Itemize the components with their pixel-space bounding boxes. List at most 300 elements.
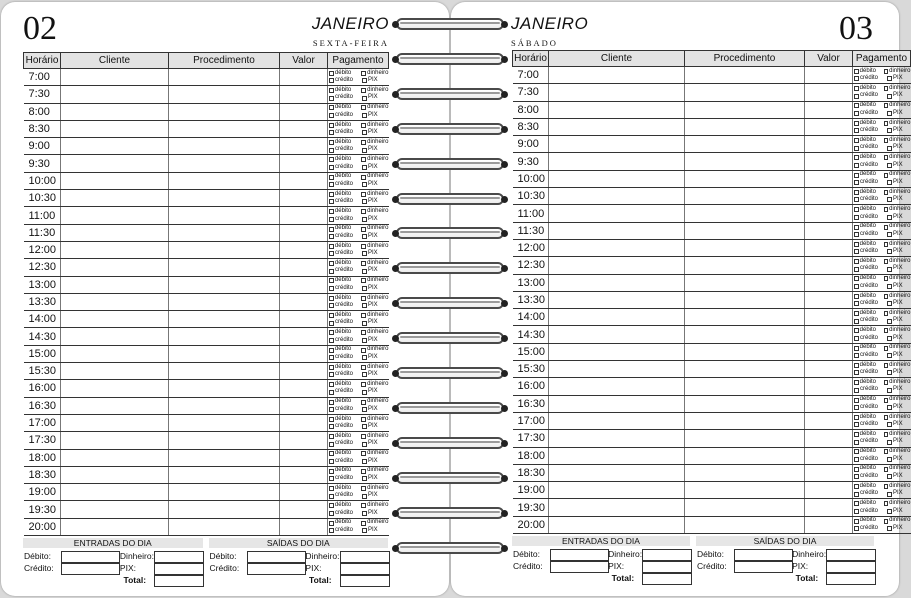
credit-checkbox[interactable] xyxy=(329,303,334,308)
client-cell[interactable] xyxy=(549,291,685,308)
value-cell[interactable] xyxy=(280,380,328,397)
procedure-cell[interactable] xyxy=(169,380,280,397)
cash-checkbox[interactable] xyxy=(361,71,366,76)
cash-checkbox[interactable] xyxy=(884,449,889,454)
procedure-cell[interactable] xyxy=(169,138,280,155)
cash-checkbox[interactable] xyxy=(884,311,889,316)
credit-checkbox[interactable] xyxy=(854,111,859,116)
procedure-cell[interactable] xyxy=(169,293,280,310)
pix-checkbox[interactable] xyxy=(887,163,892,168)
pix-checkbox[interactable] xyxy=(362,511,367,516)
pix-checkbox[interactable] xyxy=(887,336,892,341)
procedure-cell[interactable] xyxy=(169,241,280,258)
value-cell[interactable] xyxy=(280,241,328,258)
procedure-cell[interactable] xyxy=(169,501,280,518)
value-cell[interactable] xyxy=(805,101,853,118)
procedure-cell[interactable] xyxy=(169,311,280,328)
client-cell[interactable] xyxy=(549,205,685,222)
client-cell[interactable] xyxy=(61,69,169,86)
credit-checkbox[interactable] xyxy=(329,459,334,464)
pix-checkbox[interactable] xyxy=(887,76,892,81)
procedure-cell[interactable] xyxy=(685,430,805,447)
procedure-cell[interactable] xyxy=(685,464,805,481)
client-cell[interactable] xyxy=(549,516,685,533)
credit-checkbox[interactable] xyxy=(854,197,859,202)
value-cell[interactable] xyxy=(280,328,328,345)
debit-checkbox[interactable] xyxy=(854,311,859,316)
credit-checkbox[interactable] xyxy=(854,284,859,289)
client-cell[interactable] xyxy=(61,155,169,172)
value-cell[interactable] xyxy=(280,69,328,86)
procedure-cell[interactable] xyxy=(685,412,805,429)
debit-checkbox[interactable] xyxy=(329,209,334,214)
cash-checkbox[interactable] xyxy=(361,313,366,318)
pix-checkbox[interactable] xyxy=(887,405,892,410)
debit-checkbox[interactable] xyxy=(329,244,334,249)
value-cell[interactable] xyxy=(280,518,328,535)
client-cell[interactable] xyxy=(61,484,169,501)
client-cell[interactable] xyxy=(61,259,169,276)
procedure-cell[interactable] xyxy=(685,482,805,499)
value-cell[interactable] xyxy=(280,138,328,155)
debit-checkbox[interactable] xyxy=(329,486,334,491)
debit-checkbox[interactable] xyxy=(854,121,859,126)
debit-checkbox[interactable] xyxy=(329,503,334,508)
value-cell[interactable] xyxy=(280,466,328,483)
client-cell[interactable] xyxy=(61,501,169,518)
value-cell[interactable] xyxy=(805,291,853,308)
client-cell[interactable] xyxy=(549,222,685,239)
debit-checkbox[interactable] xyxy=(329,469,334,474)
cash-checkbox[interactable] xyxy=(884,501,889,506)
credit-checkbox[interactable] xyxy=(854,267,859,272)
value-cell[interactable] xyxy=(805,188,853,205)
cash-checkbox[interactable] xyxy=(361,503,366,508)
procedure-cell[interactable] xyxy=(685,291,805,308)
value-cell[interactable] xyxy=(805,499,853,516)
pix-checkbox[interactable] xyxy=(362,338,367,343)
value-cell[interactable] xyxy=(280,103,328,120)
procedure-cell[interactable] xyxy=(685,205,805,222)
debit-checkbox[interactable] xyxy=(329,227,334,232)
value-cell[interactable] xyxy=(805,395,853,412)
procedure-cell[interactable] xyxy=(169,345,280,362)
pix-checkbox[interactable] xyxy=(362,459,367,464)
pix-checkbox[interactable] xyxy=(362,96,367,101)
pix-checkbox[interactable] xyxy=(362,251,367,256)
credit-checkbox[interactable] xyxy=(854,232,859,237)
credit-checkbox[interactable] xyxy=(329,234,334,239)
debit-checkbox[interactable] xyxy=(329,105,334,110)
entries-debit-field[interactable] xyxy=(61,551,120,563)
pix-checkbox[interactable] xyxy=(887,388,892,393)
client-cell[interactable] xyxy=(61,86,169,103)
value-cell[interactable] xyxy=(805,482,853,499)
pix-checkbox[interactable] xyxy=(362,217,367,222)
entries-credit-field[interactable] xyxy=(61,563,120,575)
procedure-cell[interactable] xyxy=(685,257,805,274)
entries-pix-field[interactable] xyxy=(154,563,204,575)
debit-checkbox[interactable] xyxy=(329,71,334,76)
pix-checkbox[interactable] xyxy=(887,94,892,99)
client-cell[interactable] xyxy=(549,412,685,429)
value-cell[interactable] xyxy=(280,207,328,224)
credit-checkbox[interactable] xyxy=(854,440,859,445)
client-cell[interactable] xyxy=(61,103,169,120)
debit-checkbox[interactable] xyxy=(854,398,859,403)
value-cell[interactable] xyxy=(280,293,328,310)
credit-checkbox[interactable] xyxy=(854,249,859,254)
cash-checkbox[interactable] xyxy=(361,261,366,266)
credit-checkbox[interactable] xyxy=(329,269,334,274)
cash-checkbox[interactable] xyxy=(361,469,366,474)
value-cell[interactable] xyxy=(805,153,853,170)
debit-checkbox[interactable] xyxy=(854,207,859,212)
value-cell[interactable] xyxy=(280,120,328,137)
procedure-cell[interactable] xyxy=(169,466,280,483)
procedure-cell[interactable] xyxy=(169,363,280,380)
client-cell[interactable] xyxy=(549,464,685,481)
debit-checkbox[interactable] xyxy=(854,519,859,524)
client-cell[interactable] xyxy=(61,432,169,449)
cash-checkbox[interactable] xyxy=(361,296,366,301)
pix-checkbox[interactable] xyxy=(362,494,367,499)
pix-checkbox[interactable] xyxy=(887,319,892,324)
debit-checkbox[interactable] xyxy=(329,348,334,353)
pix-checkbox[interactable] xyxy=(887,146,892,151)
value-cell[interactable] xyxy=(280,86,328,103)
value-cell[interactable] xyxy=(805,239,853,256)
debit-checkbox[interactable] xyxy=(329,157,334,162)
debit-checkbox[interactable] xyxy=(329,451,334,456)
value-cell[interactable] xyxy=(805,516,853,533)
debit-checkbox[interactable] xyxy=(329,123,334,128)
credit-checkbox[interactable] xyxy=(854,422,859,427)
cash-checkbox[interactable] xyxy=(884,155,889,160)
value-cell[interactable] xyxy=(280,172,328,189)
value-cell[interactable] xyxy=(805,67,853,84)
value-cell[interactable] xyxy=(805,84,853,101)
pix-checkbox[interactable] xyxy=(362,165,367,170)
procedure-cell[interactable] xyxy=(169,103,280,120)
procedure-cell[interactable] xyxy=(169,120,280,137)
value-cell[interactable] xyxy=(280,449,328,466)
value-cell[interactable] xyxy=(280,276,328,293)
pix-checkbox[interactable] xyxy=(362,286,367,291)
pix-checkbox[interactable] xyxy=(362,269,367,274)
value-cell[interactable] xyxy=(280,259,328,276)
debit-checkbox[interactable] xyxy=(854,155,859,160)
value-cell[interactable] xyxy=(280,484,328,501)
pix-checkbox[interactable] xyxy=(362,476,367,481)
pix-checkbox[interactable] xyxy=(362,182,367,187)
debit-checkbox[interactable] xyxy=(329,400,334,405)
pix-checkbox[interactable] xyxy=(887,267,892,272)
cash-checkbox[interactable] xyxy=(361,244,366,249)
exits-total-field[interactable] xyxy=(826,573,876,585)
pix-checkbox[interactable] xyxy=(887,492,892,497)
exits-cash-field[interactable] xyxy=(826,549,876,561)
client-cell[interactable] xyxy=(61,518,169,535)
pix-checkbox[interactable] xyxy=(362,528,367,533)
credit-checkbox[interactable] xyxy=(329,511,334,516)
cash-checkbox[interactable] xyxy=(361,175,366,180)
debit-checkbox[interactable] xyxy=(329,296,334,301)
value-cell[interactable] xyxy=(805,309,853,326)
debit-checkbox[interactable] xyxy=(854,449,859,454)
pix-checkbox[interactable] xyxy=(362,407,367,412)
credit-checkbox[interactable] xyxy=(854,405,859,410)
pix-checkbox[interactable] xyxy=(362,303,367,308)
procedure-cell[interactable] xyxy=(169,276,280,293)
debit-checkbox[interactable] xyxy=(854,225,859,230)
debit-checkbox[interactable] xyxy=(854,173,859,178)
cash-checkbox[interactable] xyxy=(361,382,366,387)
client-cell[interactable] xyxy=(549,118,685,135)
cash-checkbox[interactable] xyxy=(361,157,366,162)
value-cell[interactable] xyxy=(280,190,328,207)
value-cell[interactable] xyxy=(805,257,853,274)
value-cell[interactable] xyxy=(805,222,853,239)
entries-debit-field[interactable] xyxy=(550,549,609,561)
debit-checkbox[interactable] xyxy=(854,242,859,247)
cash-checkbox[interactable] xyxy=(884,173,889,178)
debit-checkbox[interactable] xyxy=(329,313,334,318)
pix-checkbox[interactable] xyxy=(362,234,367,239)
value-cell[interactable] xyxy=(805,343,853,360)
procedure-cell[interactable] xyxy=(685,84,805,101)
credit-checkbox[interactable] xyxy=(854,163,859,168)
cash-checkbox[interactable] xyxy=(884,432,889,437)
cash-checkbox[interactable] xyxy=(884,121,889,126)
cash-checkbox[interactable] xyxy=(361,365,366,370)
credit-checkbox[interactable] xyxy=(329,390,334,395)
credit-checkbox[interactable] xyxy=(854,301,859,306)
procedure-cell[interactable] xyxy=(169,449,280,466)
credit-checkbox[interactable] xyxy=(329,217,334,222)
cash-checkbox[interactable] xyxy=(361,330,366,335)
pix-checkbox[interactable] xyxy=(887,215,892,220)
pix-checkbox[interactable] xyxy=(362,424,367,429)
value-cell[interactable] xyxy=(280,397,328,414)
procedure-cell[interactable] xyxy=(685,274,805,291)
client-cell[interactable] xyxy=(61,172,169,189)
debit-checkbox[interactable] xyxy=(854,259,859,264)
debit-checkbox[interactable] xyxy=(854,484,859,489)
client-cell[interactable] xyxy=(549,482,685,499)
cash-checkbox[interactable] xyxy=(361,451,366,456)
cash-checkbox[interactable] xyxy=(361,227,366,232)
value-cell[interactable] xyxy=(280,155,328,172)
cash-checkbox[interactable] xyxy=(884,225,889,230)
exits-debit-field[interactable] xyxy=(734,549,793,561)
cash-checkbox[interactable] xyxy=(884,242,889,247)
procedure-cell[interactable] xyxy=(169,172,280,189)
cash-checkbox[interactable] xyxy=(884,363,889,368)
credit-checkbox[interactable] xyxy=(329,286,334,291)
value-cell[interactable] xyxy=(805,136,853,153)
debit-checkbox[interactable] xyxy=(854,190,859,195)
cash-checkbox[interactable] xyxy=(884,415,889,420)
procedure-cell[interactable] xyxy=(685,153,805,170)
cash-checkbox[interactable] xyxy=(361,486,366,491)
procedure-cell[interactable] xyxy=(169,86,280,103)
exits-credit-field[interactable] xyxy=(247,563,306,575)
credit-checkbox[interactable] xyxy=(329,148,334,153)
cash-checkbox[interactable] xyxy=(884,519,889,524)
credit-checkbox[interactable] xyxy=(854,180,859,185)
credit-checkbox[interactable] xyxy=(329,96,334,101)
credit-checkbox[interactable] xyxy=(854,474,859,479)
credit-checkbox[interactable] xyxy=(329,424,334,429)
client-cell[interactable] xyxy=(549,378,685,395)
exits-debit-field[interactable] xyxy=(247,551,306,563)
credit-checkbox[interactable] xyxy=(854,492,859,497)
value-cell[interactable] xyxy=(805,170,853,187)
exits-pix-field[interactable] xyxy=(826,561,876,573)
pix-checkbox[interactable] xyxy=(362,148,367,153)
cash-checkbox[interactable] xyxy=(884,138,889,143)
debit-checkbox[interactable] xyxy=(854,138,859,143)
value-cell[interactable] xyxy=(280,414,328,431)
client-cell[interactable] xyxy=(549,67,685,84)
cash-checkbox[interactable] xyxy=(361,434,366,439)
client-cell[interactable] xyxy=(61,380,169,397)
cash-checkbox[interactable] xyxy=(884,346,889,351)
value-cell[interactable] xyxy=(805,412,853,429)
client-cell[interactable] xyxy=(61,345,169,362)
entries-pix-field[interactable] xyxy=(642,561,692,573)
debit-checkbox[interactable] xyxy=(329,278,334,283)
procedure-cell[interactable] xyxy=(169,69,280,86)
client-cell[interactable] xyxy=(549,395,685,412)
credit-checkbox[interactable] xyxy=(854,94,859,99)
credit-checkbox[interactable] xyxy=(854,457,859,462)
cash-checkbox[interactable] xyxy=(884,276,889,281)
value-cell[interactable] xyxy=(280,224,328,241)
value-cell[interactable] xyxy=(805,361,853,378)
credit-checkbox[interactable] xyxy=(329,442,334,447)
client-cell[interactable] xyxy=(549,101,685,118)
pix-checkbox[interactable] xyxy=(362,130,367,135)
debit-checkbox[interactable] xyxy=(329,261,334,266)
client-cell[interactable] xyxy=(61,397,169,414)
procedure-cell[interactable] xyxy=(685,361,805,378)
client-cell[interactable] xyxy=(61,241,169,258)
cash-checkbox[interactable] xyxy=(361,348,366,353)
value-cell[interactable] xyxy=(805,274,853,291)
credit-checkbox[interactable] xyxy=(854,509,859,514)
client-cell[interactable] xyxy=(61,276,169,293)
debit-checkbox[interactable] xyxy=(854,86,859,91)
pix-checkbox[interactable] xyxy=(887,180,892,185)
client-cell[interactable] xyxy=(61,414,169,431)
credit-checkbox[interactable] xyxy=(854,370,859,375)
credit-checkbox[interactable] xyxy=(854,388,859,393)
cash-checkbox[interactable] xyxy=(884,103,889,108)
entries-cash-field[interactable] xyxy=(642,549,692,561)
exits-credit-field[interactable] xyxy=(734,561,793,573)
value-cell[interactable] xyxy=(280,501,328,518)
procedure-cell[interactable] xyxy=(685,499,805,516)
credit-checkbox[interactable] xyxy=(329,321,334,326)
client-cell[interactable] xyxy=(61,190,169,207)
entries-total-field[interactable] xyxy=(154,575,204,587)
pix-checkbox[interactable] xyxy=(887,249,892,254)
credit-checkbox[interactable] xyxy=(854,353,859,358)
client-cell[interactable] xyxy=(61,466,169,483)
procedure-cell[interactable] xyxy=(169,432,280,449)
credit-checkbox[interactable] xyxy=(329,251,334,256)
cash-checkbox[interactable] xyxy=(884,259,889,264)
cash-checkbox[interactable] xyxy=(361,88,366,93)
debit-checkbox[interactable] xyxy=(329,365,334,370)
exits-cash-field[interactable] xyxy=(340,551,390,563)
procedure-cell[interactable] xyxy=(169,190,280,207)
debit-checkbox[interactable] xyxy=(329,521,334,526)
procedure-cell[interactable] xyxy=(685,343,805,360)
cash-checkbox[interactable] xyxy=(884,484,889,489)
credit-checkbox[interactable] xyxy=(329,355,334,360)
procedure-cell[interactable] xyxy=(685,188,805,205)
pix-checkbox[interactable] xyxy=(887,526,892,531)
credit-checkbox[interactable] xyxy=(329,165,334,170)
procedure-cell[interactable] xyxy=(169,259,280,276)
debit-checkbox[interactable] xyxy=(329,434,334,439)
credit-checkbox[interactable] xyxy=(329,494,334,499)
client-cell[interactable] xyxy=(61,449,169,466)
entries-credit-field[interactable] xyxy=(550,561,609,573)
cash-checkbox[interactable] xyxy=(361,278,366,283)
value-cell[interactable] xyxy=(805,118,853,135)
cash-checkbox[interactable] xyxy=(884,467,889,472)
debit-checkbox[interactable] xyxy=(854,432,859,437)
credit-checkbox[interactable] xyxy=(854,215,859,220)
procedure-cell[interactable] xyxy=(169,224,280,241)
credit-checkbox[interactable] xyxy=(854,146,859,151)
procedure-cell[interactable] xyxy=(685,170,805,187)
procedure-cell[interactable] xyxy=(685,309,805,326)
debit-checkbox[interactable] xyxy=(854,103,859,108)
value-cell[interactable] xyxy=(280,311,328,328)
credit-checkbox[interactable] xyxy=(329,407,334,412)
procedure-cell[interactable] xyxy=(685,326,805,343)
pix-checkbox[interactable] xyxy=(362,321,367,326)
pix-checkbox[interactable] xyxy=(887,197,892,202)
cash-checkbox[interactable] xyxy=(361,521,366,526)
client-cell[interactable] xyxy=(549,188,685,205)
pix-checkbox[interactable] xyxy=(887,422,892,427)
credit-checkbox[interactable] xyxy=(854,128,859,133)
pix-checkbox[interactable] xyxy=(362,372,367,377)
pix-checkbox[interactable] xyxy=(887,509,892,514)
client-cell[interactable] xyxy=(549,361,685,378)
client-cell[interactable] xyxy=(549,326,685,343)
value-cell[interactable] xyxy=(805,464,853,481)
procedure-cell[interactable] xyxy=(169,328,280,345)
cash-checkbox[interactable] xyxy=(361,400,366,405)
debit-checkbox[interactable] xyxy=(329,192,334,197)
procedure-cell[interactable] xyxy=(169,207,280,224)
value-cell[interactable] xyxy=(280,345,328,362)
procedure-cell[interactable] xyxy=(685,239,805,256)
procedure-cell[interactable] xyxy=(685,516,805,533)
value-cell[interactable] xyxy=(805,447,853,464)
debit-checkbox[interactable] xyxy=(329,88,334,93)
debit-checkbox[interactable] xyxy=(854,501,859,506)
client-cell[interactable] xyxy=(61,293,169,310)
cash-checkbox[interactable] xyxy=(884,207,889,212)
